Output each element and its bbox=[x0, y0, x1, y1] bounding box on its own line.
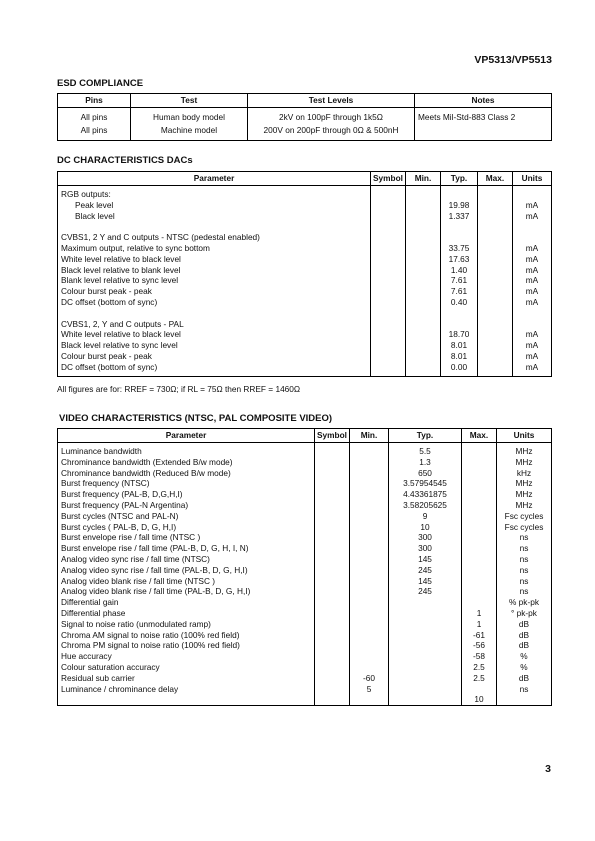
video-header-parameter: Parameter bbox=[58, 429, 315, 443]
dc-header-min: Min. bbox=[406, 172, 441, 186]
dc-unit-value: mA bbox=[525, 210, 539, 221]
dc-typ-column bbox=[441, 186, 478, 377]
video-typ-value bbox=[392, 651, 458, 662]
video-min-value bbox=[353, 630, 385, 641]
dc-parameter-label: RGB outputs: bbox=[61, 189, 111, 199]
video-header-max: Max. bbox=[462, 429, 497, 443]
video-unit-value: dB bbox=[518, 629, 530, 640]
dc-parameter-label: Peak level bbox=[75, 199, 114, 210]
esd-level-value: 200V on 200pF through 0Ω & 500nH bbox=[263, 125, 399, 135]
dc-parameter-label: DC offset (bottom of sync) bbox=[61, 361, 158, 372]
dc-unit-value: mA bbox=[525, 275, 539, 286]
video-max-value bbox=[465, 489, 493, 500]
video-unit-value: ns bbox=[519, 532, 529, 543]
dc-typ-value: 0.00 bbox=[450, 361, 468, 372]
video-max-value bbox=[465, 565, 493, 576]
video-max-value bbox=[465, 684, 493, 695]
dc-unit-value: mA bbox=[525, 340, 539, 351]
video-unit-value: ns bbox=[519, 553, 529, 564]
video-typ-column bbox=[389, 443, 462, 706]
dc-unit-value bbox=[516, 221, 548, 232]
video-max-value bbox=[465, 511, 493, 522]
video-header-symbol: Symbol bbox=[315, 429, 350, 443]
video-unit-value: Fsc cycles bbox=[504, 510, 544, 521]
video-unit-value: % bbox=[520, 651, 528, 662]
video-min-value bbox=[353, 522, 385, 533]
dc-parameter-label: White level relative to black level bbox=[61, 253, 181, 264]
video-parameter-label: Burst envelope rise / fall time (PAL-B, D, G, H, I, N) bbox=[61, 543, 249, 554]
video-parameter-column bbox=[58, 443, 315, 706]
dc-min-column bbox=[406, 186, 441, 377]
dc-typ-value: 17.63 bbox=[448, 253, 470, 264]
video-min-value bbox=[353, 446, 385, 457]
esd-test-value: Human body model bbox=[153, 112, 225, 122]
video-min-value bbox=[353, 457, 385, 468]
video-parameter-label: Luminance bandwidth bbox=[61, 446, 142, 456]
video-parameter-label: Hue accuracy bbox=[61, 651, 112, 662]
esd-pins-value: All pins bbox=[80, 112, 108, 122]
dc-typ-value bbox=[444, 308, 474, 319]
dc-symbol-column bbox=[371, 186, 406, 377]
video-unit-value: MHz bbox=[515, 456, 533, 467]
video-min-value bbox=[353, 532, 385, 543]
esd-note-value: Meets Mil-Std-883 Class 2 bbox=[418, 112, 516, 122]
esd-header-test-levels: Test Levels bbox=[248, 94, 415, 108]
video-unit-value: ° pk-pk bbox=[511, 607, 537, 618]
video-max-value bbox=[465, 446, 493, 457]
video-min-value bbox=[353, 565, 385, 576]
video-parameter-label: Burst cycles (NTSC and PAL-N) bbox=[61, 510, 179, 521]
video-typ-value: 10 bbox=[420, 521, 430, 532]
dc-parameter-label: Colour burst peak - peak bbox=[61, 286, 152, 297]
video-unit-value: MHz bbox=[515, 478, 533, 489]
dc-parameter-label: White level relative to black level bbox=[61, 329, 181, 340]
video-table bbox=[57, 428, 552, 706]
dc-section-title: DC CHARACTERISTICS DACs bbox=[57, 155, 193, 166]
video-min-column bbox=[350, 443, 389, 706]
video-typ-value: 145 bbox=[418, 553, 432, 564]
video-typ-value: 9 bbox=[422, 510, 428, 521]
video-typ-value: 5.5 bbox=[419, 446, 431, 456]
video-max-column bbox=[462, 443, 497, 706]
video-typ-value bbox=[392, 640, 458, 651]
video-header-typ: Typ. bbox=[389, 429, 462, 443]
video-unit-value: dB bbox=[518, 672, 530, 683]
dc-typ-value: 8.01 bbox=[450, 340, 468, 351]
video-body-row bbox=[58, 443, 552, 706]
document-part-number: VP5313/VP5513 bbox=[474, 54, 552, 66]
video-typ-value bbox=[392, 608, 458, 619]
video-max-value: -61 bbox=[473, 629, 485, 640]
video-units-column bbox=[497, 443, 552, 706]
dc-typ-value: 7.61 bbox=[450, 275, 468, 286]
video-max-value: -56 bbox=[473, 640, 485, 651]
dc-typ-value: 1.40 bbox=[450, 264, 468, 275]
esd-pins-value: All pins bbox=[80, 125, 108, 135]
video-min-value bbox=[353, 640, 385, 651]
video-unit-value: MHz bbox=[515, 489, 533, 500]
video-max-value bbox=[465, 457, 493, 468]
video-typ-value: 650 bbox=[418, 467, 432, 478]
dc-unit-value bbox=[516, 232, 548, 243]
video-header-min: Min. bbox=[350, 429, 389, 443]
video-min-value bbox=[353, 608, 385, 619]
dc-max-column bbox=[478, 186, 513, 377]
dc-header-units: Units bbox=[513, 172, 552, 186]
esd-pins-cell bbox=[58, 108, 131, 141]
dc-unit-value: mA bbox=[525, 242, 539, 253]
dc-parameter-label: CVBS1, 2 Y and C outputs - NTSC (pedestal enabled) bbox=[61, 232, 260, 243]
video-parameter-label: Chrominance bandwidth (Extended B/w mode) bbox=[61, 456, 233, 467]
video-typ-value bbox=[392, 619, 458, 630]
video-max-value bbox=[465, 468, 493, 479]
video-typ-value bbox=[392, 597, 458, 608]
video-min-value bbox=[353, 543, 385, 554]
dc-typ-value bbox=[444, 319, 474, 330]
esd-header-notes: Notes bbox=[415, 94, 552, 108]
video-typ-value: 1.3 bbox=[419, 456, 431, 467]
video-typ-value: 245 bbox=[418, 586, 432, 597]
dc-typ-value: 8.01 bbox=[450, 350, 468, 361]
dc-units-column bbox=[513, 186, 552, 377]
video-parameter-label: Burst frequency (NTSC) bbox=[61, 478, 150, 489]
video-section-title: VIDEO CHARACTERISTICS (NTSC, PAL COMPOSITE VIDEO) bbox=[59, 413, 333, 424]
video-parameter-label: Burst frequency (PAL-N Argentina) bbox=[61, 499, 189, 510]
video-typ-value: 3.58205625 bbox=[403, 499, 447, 510]
video-typ-value bbox=[392, 684, 458, 695]
video-min-value bbox=[353, 619, 385, 630]
video-parameter-label: Signal to noise ratio (unmodulated ramp) bbox=[61, 618, 211, 629]
dc-unit-value bbox=[516, 308, 548, 319]
video-parameter-label: Luminance / chrominance delay bbox=[61, 683, 179, 694]
dc-header-typ: Typ. bbox=[441, 172, 478, 186]
video-min-value bbox=[353, 662, 385, 673]
page-number: 3 bbox=[545, 763, 551, 775]
video-unit-value: Fsc cycles bbox=[504, 521, 544, 532]
video-max-value: 1 bbox=[476, 607, 482, 618]
dc-parameter-label: Blank level relative to sync level bbox=[61, 275, 179, 286]
dc-typ-value bbox=[444, 189, 474, 200]
video-parameter-label: Differential gain bbox=[61, 597, 119, 608]
video-unit-value: ns bbox=[519, 543, 529, 554]
dc-typ-value: 33.75 bbox=[448, 242, 470, 253]
dc-parameter-label bbox=[61, 308, 367, 319]
video-parameter-label: Burst cycles ( PAL-B, D, G, H,I) bbox=[61, 521, 177, 532]
video-parameter-label: Chrominance bandwidth (Reduced B/w mode) bbox=[61, 467, 231, 478]
esd-test-value: Machine model bbox=[160, 125, 218, 135]
esd-section-title: ESD COMPLIANCE bbox=[57, 78, 144, 89]
video-max-value: 2.5 bbox=[473, 672, 485, 683]
video-min-value bbox=[353, 489, 385, 500]
esd-levels-cell bbox=[248, 108, 415, 141]
dc-unit-value: mA bbox=[525, 296, 539, 307]
video-unit-value: dB bbox=[518, 618, 530, 629]
video-typ-value bbox=[392, 662, 458, 673]
video-unit-value: ns bbox=[519, 683, 529, 694]
video-unit-value: ns bbox=[519, 586, 529, 597]
video-parameter-label: Burst frequency (PAL-B, D,G,H,I) bbox=[61, 489, 183, 500]
video-max-value bbox=[465, 597, 493, 608]
video-unit-value: MHz bbox=[515, 446, 533, 456]
video-min-value bbox=[353, 554, 385, 565]
video-typ-value: 145 bbox=[418, 575, 432, 586]
video-parameter-label: Residual sub carrier bbox=[61, 672, 135, 683]
video-unit-value: ns bbox=[519, 575, 529, 586]
video-min-value bbox=[353, 511, 385, 522]
esd-level-value: 2kV on 100pF through 1k5Ω bbox=[279, 112, 383, 122]
esd-header-test: Test bbox=[131, 94, 248, 108]
dc-unit-value: mA bbox=[525, 199, 539, 210]
video-max-value bbox=[465, 532, 493, 543]
dc-unit-value: mA bbox=[525, 253, 539, 264]
video-max-value bbox=[465, 500, 493, 511]
dc-unit-value bbox=[516, 189, 548, 200]
video-max-value bbox=[465, 554, 493, 565]
dc-parameter-label: Colour burst peak - peak bbox=[61, 350, 152, 361]
video-max-value bbox=[465, 522, 493, 533]
dc-unit-value: mA bbox=[525, 350, 539, 361]
video-header-units: Units bbox=[497, 429, 552, 443]
esd-header-pins: Pins bbox=[58, 94, 131, 108]
video-symbol-column bbox=[315, 443, 350, 706]
video-min-value: 5 bbox=[366, 683, 372, 694]
esd-body-row bbox=[58, 108, 552, 141]
video-min-value: -60 bbox=[363, 672, 375, 683]
dc-header-parameter: Parameter bbox=[58, 172, 371, 186]
video-parameter-label: Chroma AM signal to noise ratio (100% red field) bbox=[61, 629, 240, 640]
esd-header-row bbox=[58, 94, 552, 108]
dc-header-symbol: Symbol bbox=[371, 172, 406, 186]
esd-test-cell bbox=[131, 108, 248, 141]
dc-unit-value: mA bbox=[525, 286, 539, 297]
dc-typ-value: 18.70 bbox=[448, 329, 470, 340]
dc-typ-value: 7.61 bbox=[450, 286, 468, 297]
video-typ-value: 245 bbox=[418, 564, 432, 575]
esd-notes-cell bbox=[415, 108, 552, 141]
video-parameter-label: Analog video sync rise / fall time (NTSC) bbox=[61, 553, 210, 564]
video-parameter-label: Analog video sync rise / fall time (PAL-B, D, G, H,I) bbox=[61, 564, 248, 575]
dc-parameter-label: DC offset (bottom of sync) bbox=[61, 296, 158, 307]
dc-header-max: Max. bbox=[478, 172, 513, 186]
video-min-value bbox=[353, 468, 385, 479]
dc-parameter-label: Black level relative to sync level bbox=[61, 340, 178, 351]
video-unit-value: ns bbox=[519, 564, 529, 575]
video-header-row bbox=[58, 429, 552, 443]
video-parameter-label: Analog video blank rise / fall time (NTSC ) bbox=[61, 575, 216, 586]
video-min-value bbox=[353, 576, 385, 587]
video-typ-value: 300 bbox=[418, 532, 432, 543]
dc-unit-value: mA bbox=[525, 264, 539, 275]
dc-typ-value bbox=[444, 221, 474, 232]
video-max-value bbox=[465, 586, 493, 597]
dc-parameter-label: Black level relative to blank level bbox=[61, 264, 181, 275]
video-min-value bbox=[353, 651, 385, 662]
video-parameter-label: Analog video blank rise / fall time (PAL-B, D, G, H,I) bbox=[61, 586, 251, 597]
video-min-value bbox=[353, 597, 385, 608]
dc-typ-value bbox=[444, 232, 474, 243]
dc-body-row bbox=[58, 186, 552, 377]
video-max-value: 10 bbox=[474, 694, 484, 705]
video-unit-value: dB bbox=[518, 640, 530, 651]
dc-unit-value: mA bbox=[525, 329, 539, 340]
dc-parameter-column bbox=[58, 186, 371, 377]
dc-header-row bbox=[58, 172, 552, 186]
dc-parameter-label: Maximum output, relative to sync bottom bbox=[61, 242, 210, 253]
video-min-value bbox=[353, 586, 385, 597]
dc-typ-value: 0.40 bbox=[450, 296, 468, 307]
video-max-value: -58 bbox=[473, 651, 485, 662]
video-min-value bbox=[353, 478, 385, 489]
video-max-value bbox=[465, 478, 493, 489]
video-parameter-label: Differential phase bbox=[61, 607, 126, 618]
esd-table bbox=[57, 93, 552, 141]
video-typ-value: 3.57954545 bbox=[403, 478, 447, 489]
video-typ-value: 300 bbox=[418, 543, 432, 554]
video-typ-value bbox=[392, 673, 458, 684]
video-parameter-label: Burst envelope rise / fall time (NTSC ) bbox=[61, 532, 201, 543]
video-unit-value: % bbox=[520, 661, 528, 672]
dc-footnote: All figures are for: RREF = 730Ω; if RL = 75Ω then RREF = 1460Ω bbox=[57, 384, 301, 394]
video-unit-value: kHz bbox=[516, 467, 532, 478]
dc-parameter-label: CVBS1, 2, Y and C outputs - PAL bbox=[61, 318, 184, 329]
dc-unit-value bbox=[516, 319, 548, 330]
dc-unit-value: mA bbox=[525, 361, 539, 372]
dc-table bbox=[57, 171, 552, 377]
dc-typ-value: 19.98 bbox=[448, 199, 470, 210]
video-max-value: 1 bbox=[476, 618, 482, 629]
video-min-value bbox=[353, 500, 385, 511]
video-parameter-label: Chroma PM signal to noise ratio (100% red field) bbox=[61, 640, 240, 651]
video-max-value: 2.5 bbox=[473, 661, 485, 672]
dc-typ-value: 1.337 bbox=[448, 210, 470, 221]
video-unit-value: % pk-pk bbox=[509, 597, 539, 608]
video-parameter-label: Colour saturation accuracy bbox=[61, 661, 160, 672]
dc-parameter-label: Black level bbox=[75, 210, 115, 221]
video-max-value bbox=[465, 543, 493, 554]
dc-parameter-label bbox=[61, 221, 367, 232]
video-typ-value: 4.43361875 bbox=[403, 489, 447, 500]
video-typ-value bbox=[392, 630, 458, 641]
video-unit-value: MHz bbox=[515, 499, 533, 510]
video-max-value bbox=[465, 576, 493, 587]
